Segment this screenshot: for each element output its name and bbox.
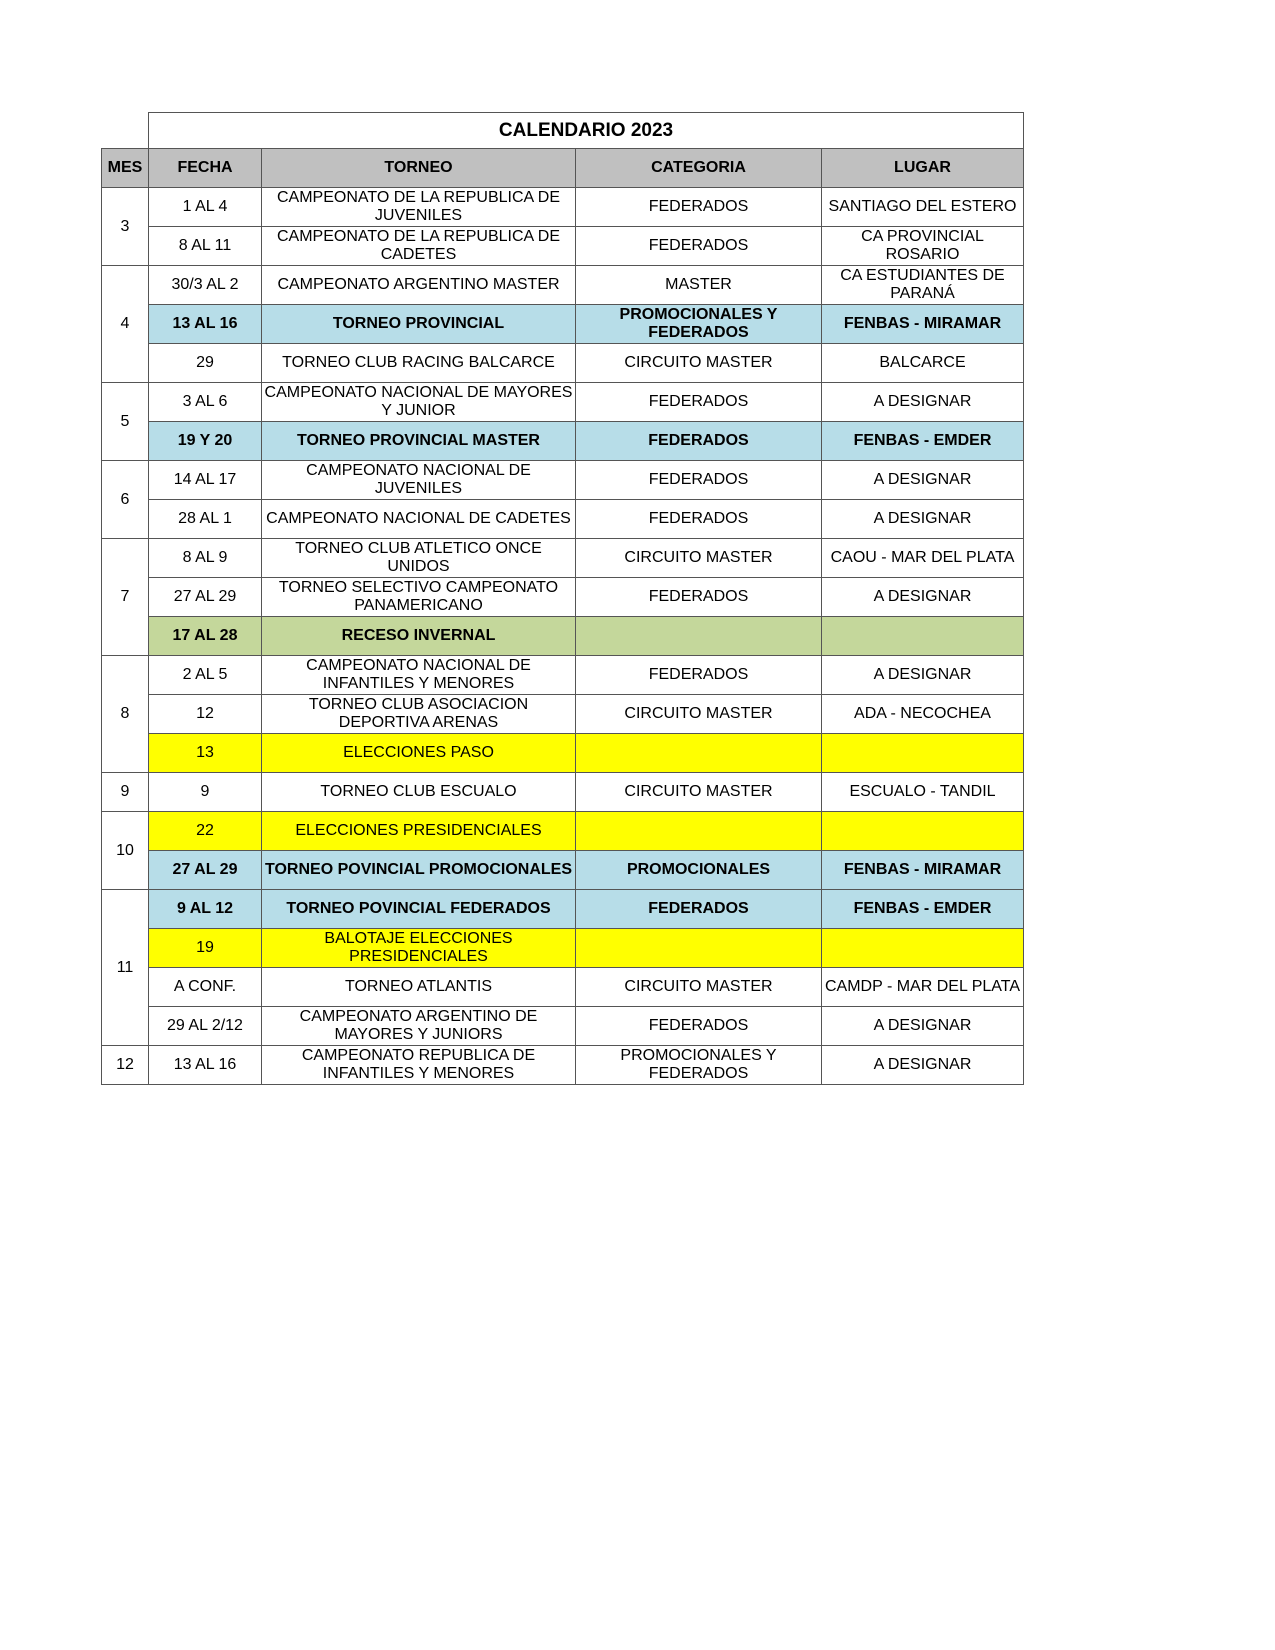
torneo-cell: ELECCIONES PRESIDENCIALES xyxy=(262,812,576,851)
table-row xyxy=(102,344,1024,383)
categoria-cell: FEDERADOS xyxy=(576,227,822,266)
categoria-cell: CIRCUITO MASTER xyxy=(576,695,822,734)
torneo-cell: TORNEO POVINCIAL FEDERADOS xyxy=(262,890,576,929)
mes-cell: 8 xyxy=(102,656,149,773)
categoria-cell: PROMOCIONALES xyxy=(576,851,822,890)
torneo-cell: CAMPEONATO NACIONAL DE JUVENILES xyxy=(262,461,576,500)
categoria-cell: CIRCUITO MASTER xyxy=(576,344,822,383)
blank-corner xyxy=(102,113,149,149)
fecha-cell: 22 xyxy=(149,812,262,851)
mes-cell: 7 xyxy=(102,539,149,656)
lugar-cell: BALCARCE xyxy=(822,344,1024,383)
categoria-cell: FEDERADOS xyxy=(576,578,822,617)
fecha-cell: 13 AL 16 xyxy=(149,1046,262,1085)
lugar-cell xyxy=(822,617,1024,656)
torneo-cell: ELECCIONES PASO xyxy=(262,734,576,773)
lugar-cell: A DESIGNAR xyxy=(822,500,1024,539)
torneo-cell: CAMPEONATO DE LA REPUBLICA DE CADETES xyxy=(262,227,576,266)
categoria-cell: CIRCUITO MASTER xyxy=(576,773,822,812)
fecha-cell: 8 AL 11 xyxy=(149,227,262,266)
table-row xyxy=(102,929,1024,968)
fecha-cell: A CONF. xyxy=(149,968,262,1007)
lugar-cell: A DESIGNAR xyxy=(822,1046,1024,1085)
title-row xyxy=(102,113,1024,149)
table-row xyxy=(102,851,1024,890)
fecha-cell: 27 AL 29 xyxy=(149,851,262,890)
torneo-cell: RECESO INVERNAL xyxy=(262,617,576,656)
categoria-cell: CIRCUITO MASTER xyxy=(576,968,822,1007)
lugar-cell xyxy=(822,812,1024,851)
torneo-cell: TORNEO POVINCIAL PROMOCIONALES xyxy=(262,851,576,890)
lugar-cell: A DESIGNAR xyxy=(822,461,1024,500)
mes-cell: 3 xyxy=(102,188,149,266)
table-row xyxy=(102,539,1024,578)
fecha-cell: 28 AL 1 xyxy=(149,500,262,539)
header-fecha: FECHA xyxy=(149,149,262,188)
categoria-cell: FEDERADOS xyxy=(576,383,822,422)
mes-cell: 6 xyxy=(102,461,149,539)
categoria-cell: MASTER xyxy=(576,266,822,305)
header-torneo: TORNEO xyxy=(262,149,576,188)
calendar-table xyxy=(101,112,1024,1085)
fecha-cell: 19 Y 20 xyxy=(149,422,262,461)
mes-cell: 4 xyxy=(102,266,149,383)
header-lugar: LUGAR xyxy=(822,149,1024,188)
lugar-cell: ADA - NECOCHEA xyxy=(822,695,1024,734)
torneo-cell: TORNEO CLUB ESCUALO xyxy=(262,773,576,812)
lugar-cell: FENBAS - MIRAMAR xyxy=(822,851,1024,890)
categoria-cell: FEDERADOS xyxy=(576,500,822,539)
table-row xyxy=(102,812,1024,851)
table-row xyxy=(102,266,1024,305)
fecha-cell: 17 AL 28 xyxy=(149,617,262,656)
categoria-cell: FEDERADOS xyxy=(576,188,822,227)
table-row xyxy=(102,578,1024,617)
header-categoria: CATEGORIA xyxy=(576,149,822,188)
categoria-cell: FEDERADOS xyxy=(576,656,822,695)
fecha-cell: 19 xyxy=(149,929,262,968)
torneo-cell: TORNEO CLUB RACING BALCARCE xyxy=(262,344,576,383)
torneo-cell: CAMPEONATO ARGENTINO MASTER xyxy=(262,266,576,305)
table-row xyxy=(102,734,1024,773)
categoria-cell xyxy=(576,929,822,968)
torneo-cell: BALOTAJE ELECCIONES PRESIDENCIALES xyxy=(262,929,576,968)
lugar-cell: FENBAS - EMDER xyxy=(822,890,1024,929)
torneo-cell: CAMPEONATO DE LA REPUBLICA DE JUVENILES xyxy=(262,188,576,227)
fecha-cell: 27 AL 29 xyxy=(149,578,262,617)
torneo-cell: CAMPEONATO ARGENTINO DE MAYORES Y JUNIORS xyxy=(262,1007,576,1046)
lugar-cell: A DESIGNAR xyxy=(822,1007,1024,1046)
fecha-cell: 3 AL 6 xyxy=(149,383,262,422)
fecha-cell: 13 xyxy=(149,734,262,773)
categoria-cell: CIRCUITO MASTER xyxy=(576,539,822,578)
table-row xyxy=(102,305,1024,344)
fecha-cell: 14 AL 17 xyxy=(149,461,262,500)
categoria-cell: FEDERADOS xyxy=(576,461,822,500)
mes-cell: 5 xyxy=(102,383,149,461)
fecha-cell: 12 xyxy=(149,695,262,734)
lugar-cell: CAMDP - MAR DEL PLATA xyxy=(822,968,1024,1007)
torneo-cell: TORNEO CLUB ATLETICO ONCE UNIDOS xyxy=(262,539,576,578)
torneo-cell: TORNEO CLUB ASOCIACION DEPORTIVA ARENAS xyxy=(262,695,576,734)
torneo-cell: TORNEO SELECTIVO CAMPEONATO PANAMERICANO xyxy=(262,578,576,617)
lugar-cell xyxy=(822,734,1024,773)
fecha-cell: 9 AL 12 xyxy=(149,890,262,929)
mes-cell: 9 xyxy=(102,773,149,812)
table-row xyxy=(102,1007,1024,1046)
table-row xyxy=(102,617,1024,656)
categoria-cell: PROMOCIONALES Y FEDERADOS xyxy=(576,1046,822,1085)
lugar-cell: FENBAS - EMDER xyxy=(822,422,1024,461)
torneo-cell: TORNEO PROVINCIAL xyxy=(262,305,576,344)
lugar-cell: CA PROVINCIAL ROSARIO xyxy=(822,227,1024,266)
fecha-cell: 9 xyxy=(149,773,262,812)
categoria-cell: FEDERADOS xyxy=(576,422,822,461)
categoria-cell: PROMOCIONALES Y FEDERADOS xyxy=(576,305,822,344)
torneo-cell: CAMPEONATO REPUBLICA DE INFANTILES Y MENORES xyxy=(262,1046,576,1085)
lugar-cell: CA ESTUDIANTES DE PARANÁ xyxy=(822,266,1024,305)
fecha-cell: 29 xyxy=(149,344,262,383)
lugar-cell: SANTIAGO DEL ESTERO xyxy=(822,188,1024,227)
fecha-cell: 13 AL 16 xyxy=(149,305,262,344)
table-row xyxy=(102,188,1024,227)
categoria-cell xyxy=(576,617,822,656)
header-row xyxy=(102,149,1024,188)
torneo-cell: CAMPEONATO NACIONAL DE CADETES xyxy=(262,500,576,539)
table-row xyxy=(102,656,1024,695)
fecha-cell: 30/3 AL 2 xyxy=(149,266,262,305)
lugar-cell: CAOU - MAR DEL PLATA xyxy=(822,539,1024,578)
lugar-cell xyxy=(822,929,1024,968)
fecha-cell: 1 AL 4 xyxy=(149,188,262,227)
mes-cell: 11 xyxy=(102,890,149,1046)
fecha-cell: 29 AL 2/12 xyxy=(149,1007,262,1046)
table-row xyxy=(102,500,1024,539)
lugar-cell: A DESIGNAR xyxy=(822,578,1024,617)
categoria-cell xyxy=(576,734,822,773)
lugar-cell: ESCUALO - TANDIL xyxy=(822,773,1024,812)
table-row xyxy=(102,890,1024,929)
categoria-cell: FEDERADOS xyxy=(576,1007,822,1046)
lugar-cell: A DESIGNAR xyxy=(822,383,1024,422)
categoria-cell xyxy=(576,812,822,851)
mes-cell: 10 xyxy=(102,812,149,890)
mes-cell: 12 xyxy=(102,1046,149,1085)
fecha-cell: 2 AL 5 xyxy=(149,656,262,695)
torneo-cell: TORNEO ATLANTIS xyxy=(262,968,576,1007)
torneo-cell: TORNEO PROVINCIAL MASTER xyxy=(262,422,576,461)
calendar-title: CALENDARIO 2023 xyxy=(149,113,1024,149)
table-row xyxy=(102,227,1024,266)
header-mes: MES xyxy=(102,149,149,188)
torneo-cell: CAMPEONATO NACIONAL DE INFANTILES Y MENORES xyxy=(262,656,576,695)
table-row xyxy=(102,422,1024,461)
table-row xyxy=(102,695,1024,734)
fecha-cell: 8 AL 9 xyxy=(149,539,262,578)
torneo-cell: CAMPEONATO NACIONAL DE MAYORES Y JUNIOR xyxy=(262,383,576,422)
table-row xyxy=(102,968,1024,1007)
table-row xyxy=(102,773,1024,812)
lugar-cell: A DESIGNAR xyxy=(822,656,1024,695)
table-row xyxy=(102,383,1024,422)
calendar-body xyxy=(102,188,1024,1085)
table-row xyxy=(102,461,1024,500)
lugar-cell: FENBAS - MIRAMAR xyxy=(822,305,1024,344)
categoria-cell: FEDERADOS xyxy=(576,890,822,929)
table-row xyxy=(102,1046,1024,1085)
